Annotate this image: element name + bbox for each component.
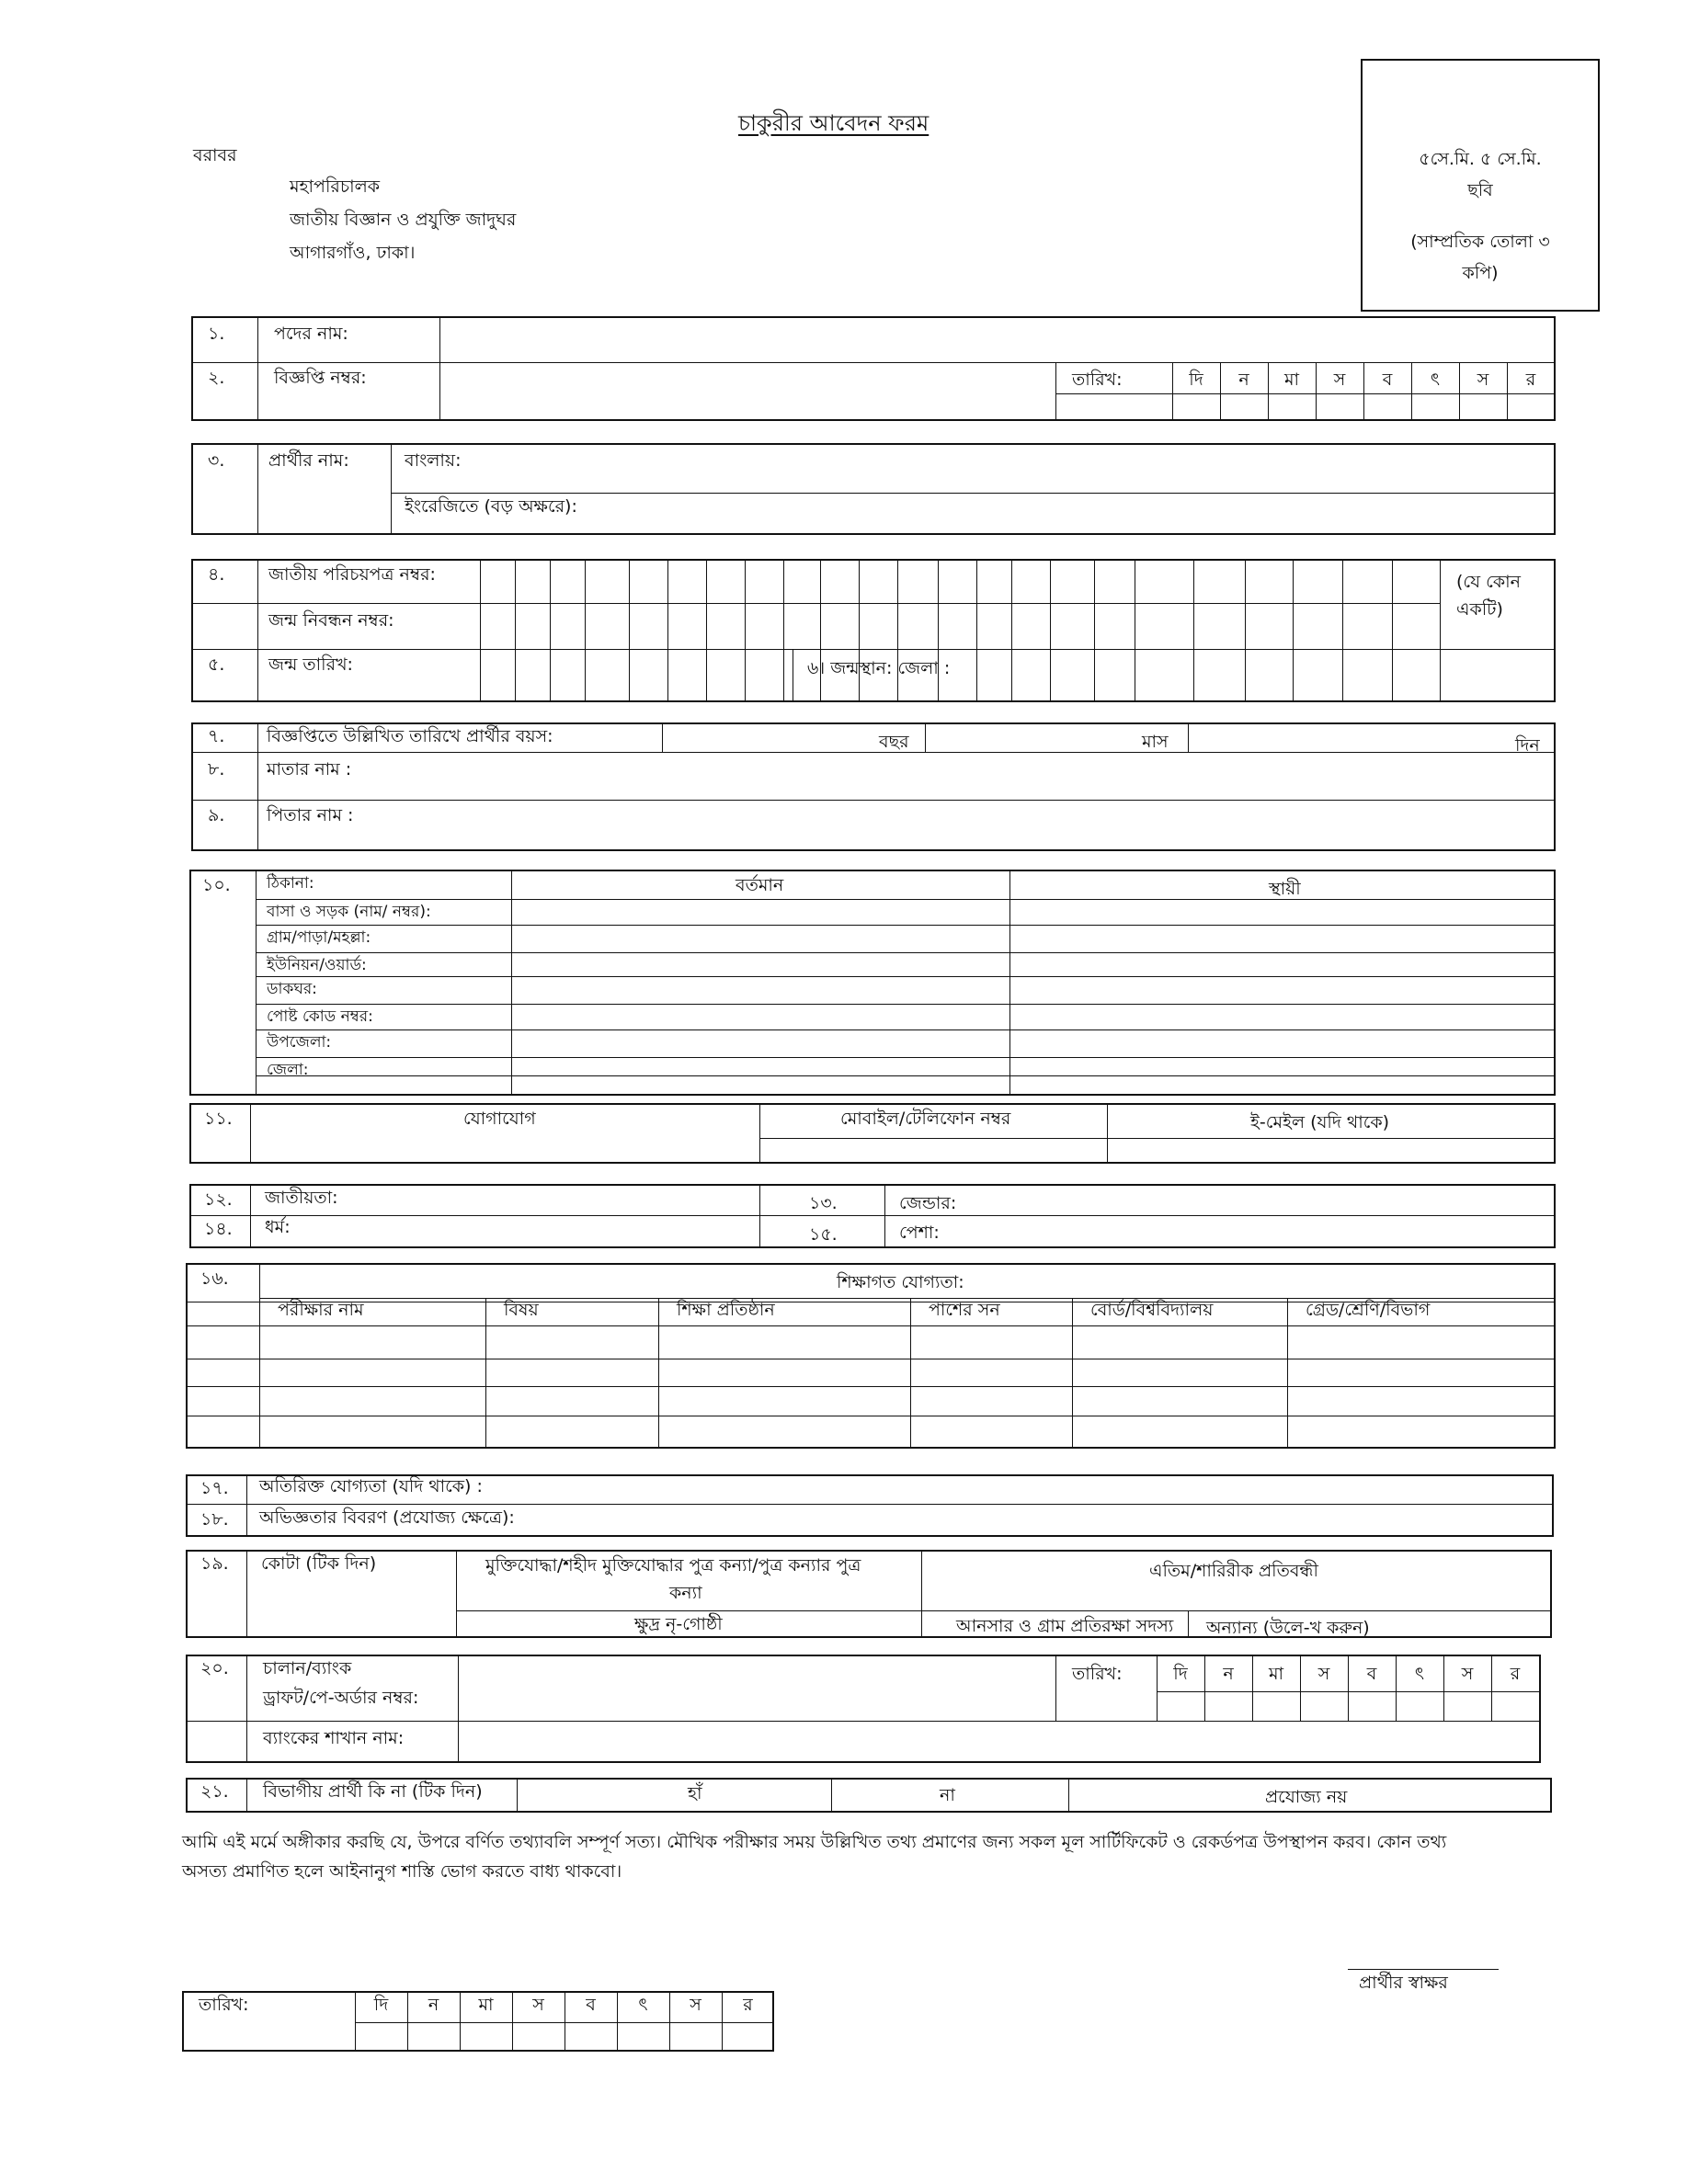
mother-name-field[interactable] <box>386 754 1554 798</box>
final-date-label: তারিখ: <box>199 1995 249 2015</box>
religion-label: ধর্ম: <box>265 1217 291 1237</box>
row-number: ১৯. <box>200 1553 229 1574</box>
row-number: ১০. <box>202 875 231 895</box>
gender-label: জেন্ডার: <box>899 1193 957 1213</box>
row-number: ৩. <box>208 450 225 471</box>
name-bangla-label: বাংলায়: <box>405 450 462 471</box>
address-line-label: বাসা ও সড়ক (নাম/ নম্বর): <box>267 903 431 921</box>
option-yes[interactable]: হাঁ <box>688 1783 702 1803</box>
dob-label: জন্ম তারিখ: <box>268 654 353 675</box>
date-letter: মা <box>478 1995 494 2015</box>
address-to: বরাবর <box>193 145 237 165</box>
date-letter: স <box>1333 370 1346 390</box>
row-number: ২১. <box>200 1781 229 1802</box>
quota-ethnic-minority[interactable]: ক্ষুদ্র নৃ-গোষ্ঠী <box>634 1614 723 1634</box>
father-name-field[interactable] <box>386 802 1554 849</box>
option-no[interactable]: না <box>940 1785 955 1805</box>
name-bangla-field[interactable] <box>552 445 1554 491</box>
date-letter: স <box>532 1995 544 2015</box>
date-letter: ৎ <box>1430 370 1441 390</box>
address-line-2: জাতীয় বিজ্ঞান ও প্রযুক্তি জাদুঘর <box>290 210 517 230</box>
present-address-header: বর্তমান <box>736 875 784 895</box>
date-letter: ন <box>428 1995 439 2015</box>
date-letter: মা <box>1268 1664 1284 1684</box>
education-column-header: পাশের সন <box>929 1300 1000 1320</box>
date-letter: দি <box>1189 370 1203 390</box>
photo-note: (সাম্প্রতিক তোলা ৩ <box>1410 232 1550 252</box>
email-field[interactable] <box>1109 1140 1554 1162</box>
name-english-field[interactable] <box>607 495 1554 533</box>
nationality-label: জাতীয়তা: <box>265 1188 338 1208</box>
address-line-label: ইউনিয়ন/ওয়ার্ড: <box>267 956 367 974</box>
experience-field[interactable] <box>542 1506 1552 1535</box>
row-number: ১১. <box>204 1109 233 1129</box>
education-column-header: পরীক্ষার নাম <box>278 1300 364 1320</box>
row-number: ১৮. <box>200 1509 229 1530</box>
photo-size: ৫সে.মি. ৫ সে.মি. <box>1419 149 1542 169</box>
challan-date-label: তারিখ: <box>1072 1664 1123 1684</box>
notice-no-field[interactable] <box>441 364 1055 419</box>
birth-reg-label: জন্ম নিবন্ধন নম্বর: <box>268 610 394 631</box>
nid-label: জাতীয় পরিচয়পত্র নম্বর: <box>268 564 436 585</box>
experience-label: অভিজ্ঞতার বিবরণ (প্রযোজ্য ক্ষেত্রে): <box>259 1507 515 1528</box>
address-label: ঠিকানা: <box>267 874 314 893</box>
mobile-field[interactable] <box>761 1140 1105 1162</box>
name-english-label: ইংরেজিতে (বড় অক্ষরে): <box>405 496 577 517</box>
date-letter: ব <box>1366 1664 1377 1684</box>
row-number: ৪. <box>208 564 225 585</box>
quota-other[interactable]: অন্যান্য (উলে-খ করুন) <box>1206 1618 1370 1638</box>
extra-qualification-field[interactable] <box>515 1476 1552 1502</box>
date-letter: স <box>690 1995 701 2015</box>
row-number: ১৩. <box>809 1193 838 1213</box>
date-letter: র <box>1525 370 1536 390</box>
option-not-applicable[interactable]: প্রযোজ্য নয় <box>1265 1787 1348 1807</box>
education-column-header: বোর্ড/বিশ্ববিদ্যালয় <box>1090 1300 1214 1320</box>
address-line-label: ডাকঘর: <box>267 980 317 998</box>
row-number: ১৬. <box>200 1268 229 1289</box>
challan-number-field[interactable] <box>460 1656 1054 1719</box>
quota-orphan-disabled[interactable]: এতিম/শারিরীক প্রতিবন্ধী <box>1149 1561 1318 1581</box>
form-title: চাকুরীর আবেদন ফরম <box>738 110 930 136</box>
mother-name-label: মাতার নাম : <box>267 759 352 779</box>
departmental-label: বিভাগীয় প্রার্থী কি না (টিক দিন) <box>263 1781 483 1802</box>
contact-label: যোগাযোগ <box>463 1109 536 1129</box>
row-number: ৭. <box>208 726 225 746</box>
age-month-label: মাস <box>1142 732 1169 752</box>
education-column-header: শিক্ষা প্রতিষ্ঠান <box>677 1300 775 1320</box>
row-number: ১. <box>208 324 225 344</box>
photo-note-2: কপি) <box>1462 263 1499 283</box>
age-day-label: দিন <box>1515 735 1540 756</box>
mobile-header: মোবাইল/টেলিফোন নম্বর <box>840 1109 1011 1129</box>
quota-label: কোটা (টিক দিন) <box>261 1553 377 1574</box>
row-number: ১৪. <box>204 1219 233 1239</box>
birthplace-field[interactable] <box>975 651 1554 700</box>
education-column-header: বিষয় <box>504 1300 539 1320</box>
date-letter: স <box>1477 370 1489 390</box>
row-number: ১৭. <box>200 1478 229 1498</box>
row-number: ৯. <box>208 805 225 825</box>
extra-qualification-label: অতিরিক্ত যোগ্যতা (যদি থাকে) : <box>259 1476 483 1496</box>
declaration-text: আমি এই মর্মে অঙ্গীকার করছি যে, উপরে বর্ণিত তথ্যাবলি সম্পূর্ণ সত্য। মৌখিক পরীক্ষার সময় উল্লিখিত তথ্য প্রমাণের জন্য সকল মূল সার্টিফিকেট ও রেকর্ডপত্র উপস্থাপন করব। কোন তথ্য অসত্য প্রমাণিত হলে আইনানুগ শাস্তি ভোগ করতে বাধ্য থাকবো। <box>182 1832 1447 1882</box>
birthplace-label: ৬। জন্মস্থান: জেলা : <box>807 658 951 678</box>
post-name-field[interactable] <box>441 318 1554 360</box>
address-line-label: গ্রাম/পাড়া/মহল্লা: <box>267 928 371 947</box>
occupation-label: পেশা: <box>899 1223 940 1243</box>
date-letter: দি <box>373 1995 389 2015</box>
row-number: ১২. <box>204 1189 233 1210</box>
age-year-label: বছর <box>879 732 909 752</box>
signature-label: প্রার্থীর স্বাক্ষর <box>1359 1973 1448 1993</box>
father-name-label: পিতার নাম : <box>267 805 354 825</box>
address-line-label: পোষ্ট কোড নম্বর: <box>267 1007 373 1026</box>
address-line-1: মহাপরিচালক <box>290 176 381 197</box>
education-column-header: গ্রেড/শ্রেণি/বিভাগ <box>1306 1300 1431 1320</box>
date-letter: ৎ <box>1414 1664 1425 1684</box>
education-header: শিক্ষাগত যোগ্যতা: <box>837 1272 964 1292</box>
either-one-note: (যে কোন <box>1456 572 1521 592</box>
address-line-label: জেলা: <box>267 1061 309 1079</box>
row-number: ২০. <box>200 1658 229 1678</box>
address-line-3: আগারগাঁও, ঢাকা। <box>290 243 416 263</box>
date-letter: স <box>1461 1664 1474 1684</box>
challan-label-2: ড্রাফট/পে-অর্ডার নম্বর: <box>263 1688 419 1708</box>
date-letter: ব <box>1382 370 1393 390</box>
date-letter: ৎ <box>638 1995 648 2015</box>
bank-branch-label: ব্যাংকের শাখান নাম: <box>263 1728 405 1748</box>
post-name-label: পদের নাম: <box>274 324 348 344</box>
quota-freedom-fighter-2: কন্যা <box>669 1583 702 1603</box>
challan-label: চালান/ব্যাংক <box>263 1658 352 1678</box>
applicant-name-label: প্রার্থীর নাম: <box>268 450 349 471</box>
age-label: বিজ্ঞপ্তিতে উল্লিখিত তারিখে প্রার্থীর বয়স: <box>267 726 553 746</box>
either-one-note-2: একটি) <box>1456 599 1503 620</box>
permanent-address-header: স্থায়ী <box>1269 879 1301 899</box>
row-number: ১৫. <box>809 1224 838 1245</box>
date-letter: দি <box>1173 1664 1188 1684</box>
quota-freedom-fighter[interactable]: মুক্তিযোদ্ধা/শহীদ মুক্তিযোদ্ধার পুত্র কন্যা/পুত্র কন্যার পুত্র <box>485 1555 861 1575</box>
photo-label: ছবি <box>1467 180 1493 200</box>
date-letter: স <box>1317 1664 1330 1684</box>
date-letter: মা <box>1283 370 1300 390</box>
date-letter: র <box>743 1995 753 2015</box>
section-nationality <box>189 1184 1556 1248</box>
row-number: ৮. <box>208 759 225 779</box>
date-letter: ব <box>586 1995 596 2015</box>
signature-field[interactable] <box>1348 1921 1499 1967</box>
quota-ansar-vdp[interactable]: আনসার ও গ্রাম প্রতিরক্ষা সদস্য <box>956 1616 1174 1636</box>
row-number: ৫. <box>208 654 225 675</box>
email-header: ই-মেইল (যদি থাকে) <box>1250 1112 1390 1132</box>
date-letter: ন <box>1238 370 1249 390</box>
date-letter: র <box>1510 1664 1521 1684</box>
row-number: ২. <box>208 368 225 388</box>
date-letter: ন <box>1223 1664 1234 1684</box>
bank-branch-field[interactable] <box>460 1723 1539 1761</box>
photo-box[interactable] <box>1361 59 1600 312</box>
date-label: তারিখ: <box>1072 370 1123 390</box>
address-line-label: উপজেলা: <box>267 1033 332 1052</box>
notice-no-label: বিজ্ঞপ্তি নম্বর: <box>274 368 367 388</box>
